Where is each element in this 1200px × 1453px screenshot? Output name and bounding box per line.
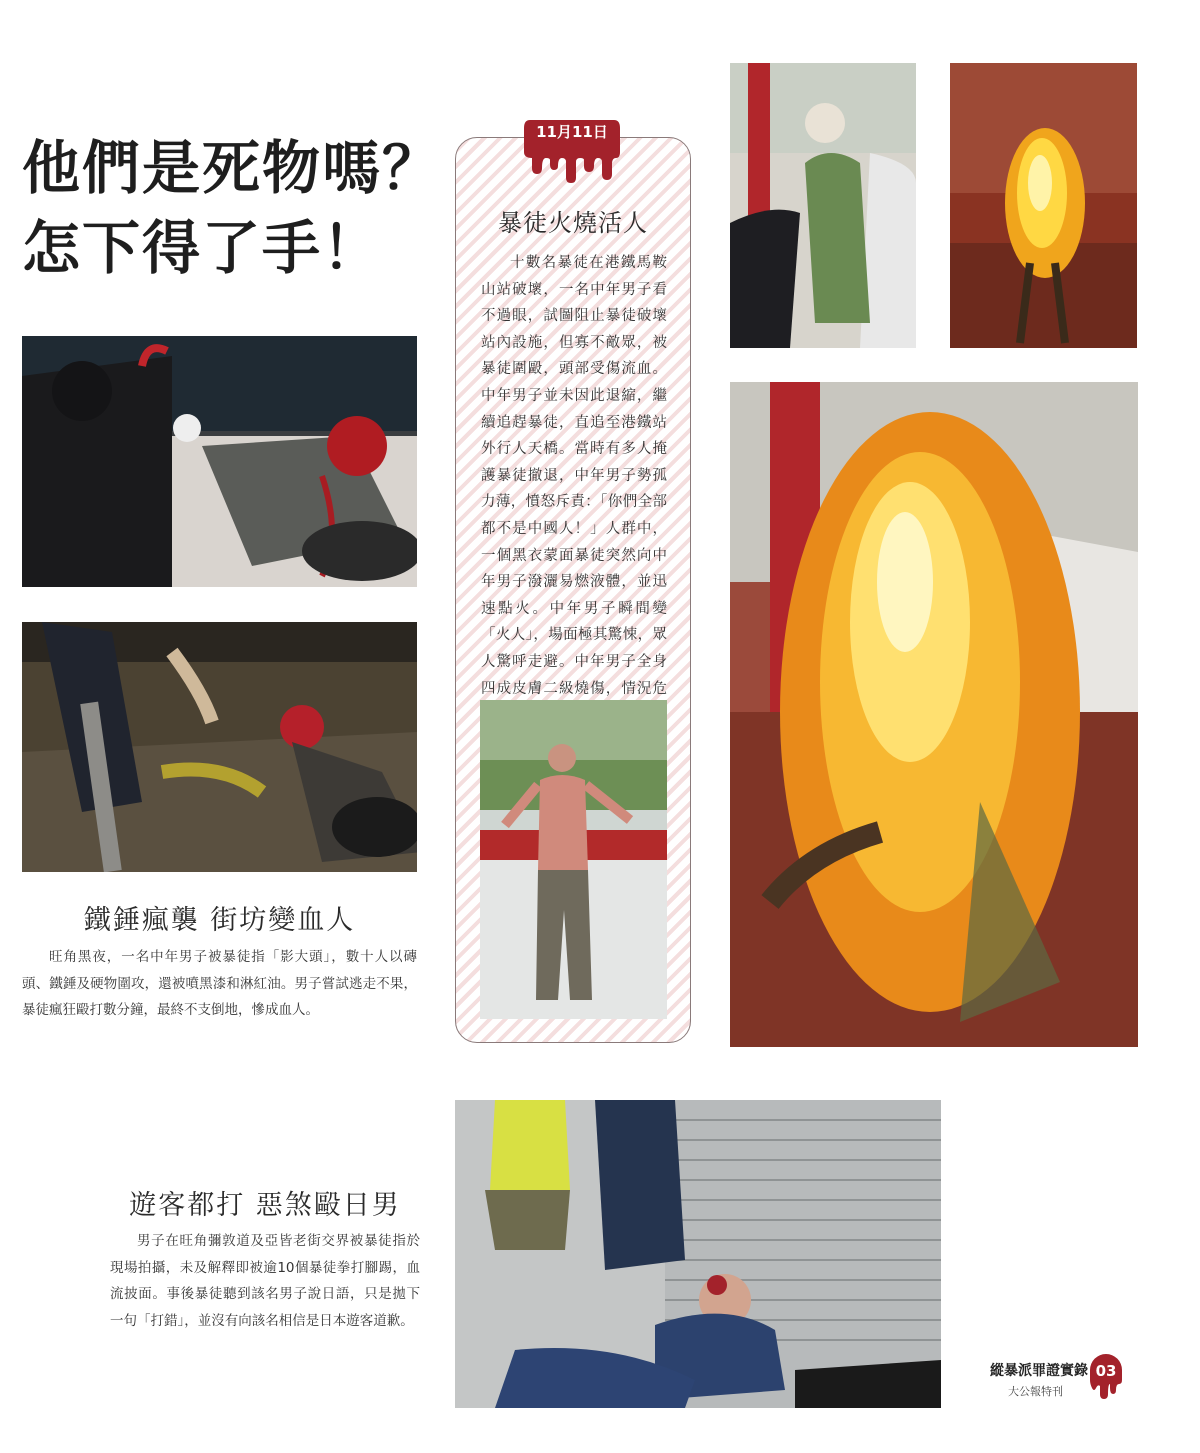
page-headline — [22, 128, 442, 288]
story-tourist-body: 男子在旺角彌敦道及亞皆老街交界被暴徒指於現場拍攝，未及解釋即被逾10個暴徒拳打腳踢，血流披面。事後暴徒聽到該名男子說日語，只是拋下一句「打錯」，並沒有向該名相信是日本遊客道歉。 — [110, 1233, 420, 1329]
story-fire-title: 暴徒火燒活人 — [498, 209, 648, 237]
story-hammer-body: 旺角黑夜，一名中年男子被暴徒指「影大頭」，數十人以磚頭、鐵錘及硬物圍攻，還被噴黑漆和淋紅油。男子嘗試逃走不果，暴徒瘋狂毆打數分鐘，最終不支倒地，慘成血人。 — [22, 949, 417, 1018]
photo-man-on-fire-large — [730, 382, 1138, 1047]
story-fire-body: 十數名暴徒在港鐵馬鞍山站破壞，一名中年男子看不過眼，試圖阻止暴徒破壞站內設施，但寡不敵眾，被暴徒圍毆，頭部受傷流血。中年男子並未因此退縮，繼續追趕暴徒，直追至港鐵站外行人天橋。當時有多人掩護暴徒撤退，中年男子勢孤力薄，憤怒斥責：「你們全部都不是中國人！」人群中，一個黑衣蒙面暴徒突然向中年男子潑灑易燃液體，並迅速點火。中年男子瞬間變「火人」，場面極其驚悚，眾人驚呼走避。中年男子全身四成皮膚二級燒傷，情況危 — [481, 255, 667, 697]
footer-publication-title: 縱暴派罪證實錄 — [990, 1363, 1088, 1379]
story-hammer-title: 鐵錘瘋襲 街坊變血人 — [83, 905, 356, 936]
page-number: 03 — [1095, 1362, 1117, 1380]
photo-hammer-attack — [22, 336, 417, 587]
headline-line-2: 怎下得了手！ — [22, 214, 383, 282]
footer-publication-subtitle: 大公報特刊 — [1008, 1385, 1063, 1398]
photo-japanese-tourist-beaten — [455, 1100, 941, 1408]
headline-line-1: 他們是死物嗎？ — [22, 134, 443, 202]
photo-man-on-fire-small — [950, 63, 1137, 348]
photo-burned-man-standing — [480, 700, 667, 1019]
date-tag-label: 11月11日 — [536, 123, 608, 141]
photo-man-before-fire — [730, 63, 916, 348]
photo-victim-on-ground — [22, 622, 417, 872]
story-tourist-title: 遊客都打 惡煞毆日男 — [129, 1190, 401, 1221]
